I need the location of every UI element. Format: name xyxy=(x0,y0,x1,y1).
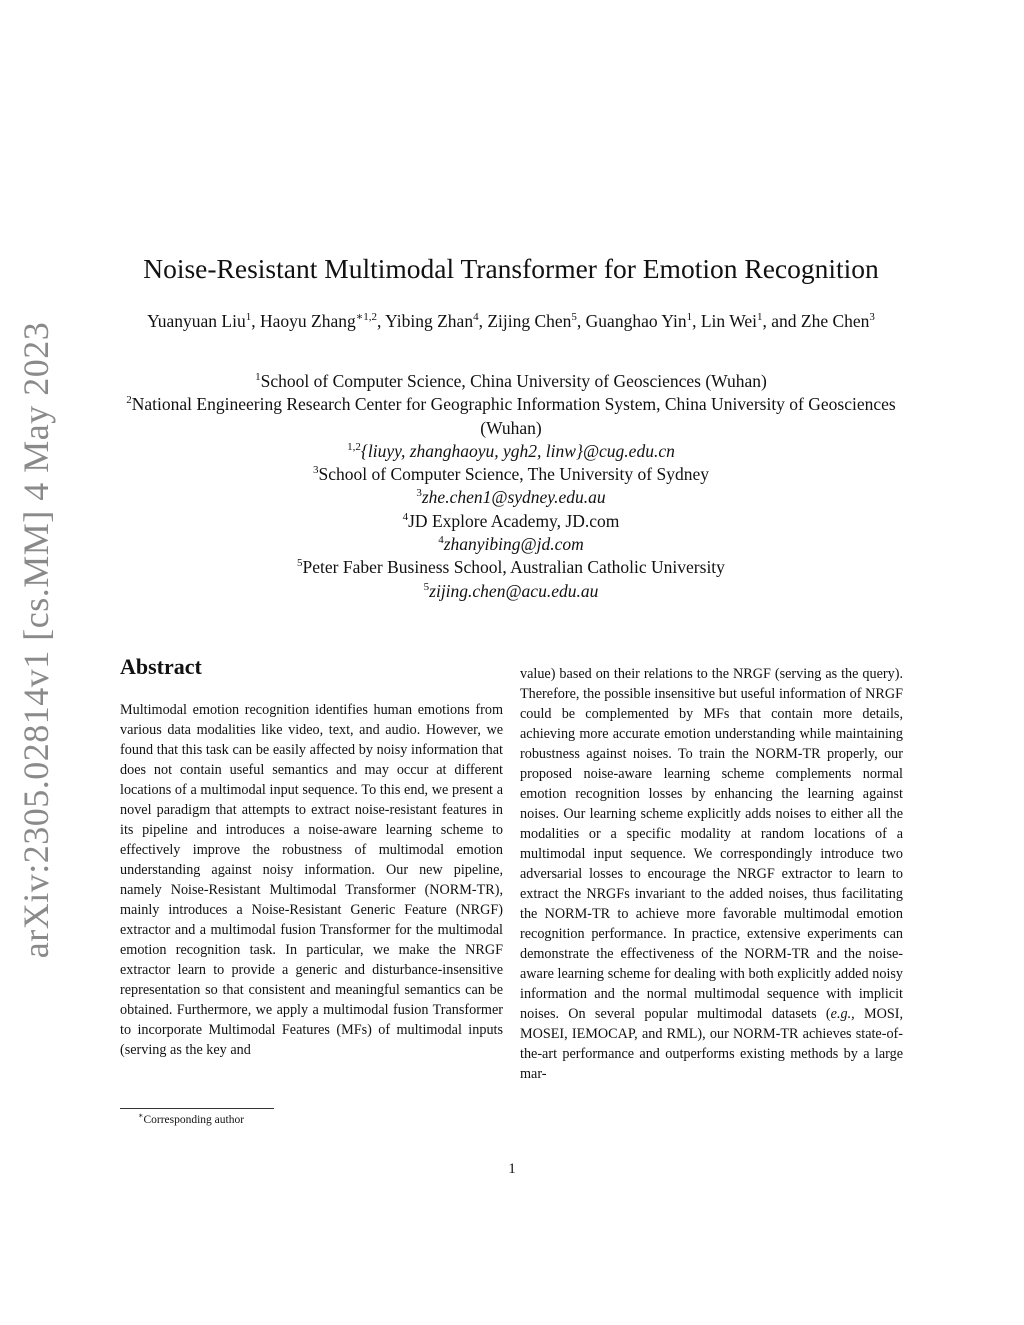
page-number: 1 xyxy=(508,1161,516,1177)
email-address: zhanyibing@jd.com xyxy=(443,534,584,555)
email-address: zhe.chen1@sydney.edu.au xyxy=(421,487,606,508)
affiliation-line xyxy=(110,393,912,440)
affiliation-line xyxy=(110,370,912,393)
author-affiliation-mark: 5 xyxy=(571,311,577,323)
email-domain: @cug.edu.cn xyxy=(582,440,675,461)
footnote-divider xyxy=(120,1108,274,1109)
affiliation-line xyxy=(110,510,912,533)
author-name: Lin Wei xyxy=(700,311,757,331)
author-affiliation-mark: 4 xyxy=(473,311,479,323)
affiliation-mark: 3 xyxy=(313,464,319,477)
arxiv-identifier-text: arXiv:2305.02814v1 [cs.MM] 4 May 2023 xyxy=(16,321,57,959)
email-line xyxy=(110,533,912,556)
left-column xyxy=(120,653,503,1060)
author-name: Zhe Chen xyxy=(800,311,870,331)
abstract-body-left: Multimodal emotion recognition identifies human emotions from various data modalities like video, text, and audio. However, we found that this task can be easily affected by noisy information that does not contain useful semantics and may occur at different locations of a multimodal input sequence. To this end, we present a novel paradigm that attempts to extract noise-resistant features in its pipeline and introduces a noise-aware learning scheme to effectively improve the robustness of multimodal emotion understanding against noisy information. Our new pipeline, namely Noise-Resistant Multimodal Transformer (NORM-TR), mainly introduces a Noise-Resistant Generic Feature (NRGF) extractor and a multimodal fusion Transformer for the multimodal emotion recognition task. In particular, we make the NRGF extractor learn to provide a generic and disturbance-insensitive representation so that consistent and meaningful semantics can be obtained. Furthermore, we apply a multimodal fusion Transformer to incorporate Multimodal Features (MFs) of multimodal inputs (serving as the key and xyxy=(120,702,503,1058)
author-name: Guanghao Yin xyxy=(585,311,687,331)
affiliation-line xyxy=(110,463,912,486)
affiliation-line xyxy=(110,556,912,579)
abstract-heading: Abstract xyxy=(120,654,202,679)
affiliation-mark: 2 xyxy=(126,394,132,407)
affiliation-text: School of Computer Science, China University of Geosciences (Wuhan) xyxy=(260,371,767,391)
right-column xyxy=(520,664,903,1084)
email-mark: 4 xyxy=(438,534,444,547)
author-list xyxy=(120,309,902,333)
abstract-body-right xyxy=(520,664,903,1084)
email-mark: 5 xyxy=(423,580,430,593)
email-mark: 3 xyxy=(416,487,422,500)
abstract-continuation-end: MOSI, MOSEI, IEMOCAP, and RML), our NORM-TR achieves state-of-the-art performance and outperforms existing methods by a large mar- xyxy=(520,1006,903,1082)
abstract-emphasis: e.g., xyxy=(830,1006,855,1022)
author-separator: , and xyxy=(762,311,797,331)
author-affiliation-mark: 1 xyxy=(245,311,252,323)
author-affiliation-mark: ∗1,2 xyxy=(355,311,377,323)
affiliation-text: Peter Faber Business School, Australian Catholic University xyxy=(302,557,725,578)
affiliation-mark: 5 xyxy=(297,557,303,570)
arxiv-sidebar-stamp xyxy=(8,321,64,959)
author-affiliation-mark: 1 xyxy=(756,311,763,323)
affiliation-text: JD Explore Academy, JD.com xyxy=(408,510,620,531)
author-name: Haoyu Zhang xyxy=(260,311,356,331)
affiliation-text: School of Computer Science, The University of Sydney xyxy=(318,464,709,485)
email-usernames: {liuyy, zhanghaoyu, ygh2, linw} xyxy=(360,440,583,461)
author-separator: , xyxy=(692,311,701,331)
author-name: Yuanyuan Liu xyxy=(147,311,246,331)
email-mark: 1,2 xyxy=(347,440,361,453)
affiliation-mark: 1 xyxy=(255,371,261,383)
author-separator: , xyxy=(576,311,586,331)
email-line xyxy=(110,440,912,463)
author-separator: , xyxy=(251,311,260,331)
author-affiliation-mark: 1 xyxy=(686,311,693,323)
email-address: zijing.chen@acu.edu.au xyxy=(429,580,599,601)
author-separator: , xyxy=(478,311,488,331)
affiliation-block xyxy=(110,370,912,603)
footnote xyxy=(138,1112,244,1128)
author-separator: , xyxy=(376,311,386,331)
abstract-continuation: value) based on their relations to the NRGF (serving as the query). Therefore, the possible insensitive but useful information of NRGF could be complemented by MFs that contain more details, achieving more accurate emotion understanding while maintaining robustness against noises. To train the NORM-TR properly, our proposed noise-aware learning scheme complements normal emotion recognition losses by enhancing the learning against noises. Our learning scheme explicitly adds noises to either all the modalities or a specific modality at random locations of a multimodal input sequence. We correspondingly introduce two adversarial losses to encourage the NRGF extractor to learn to extract the NRGFs invariant to the added noises, thus facilitating the NORM-TR to achieve more favorable multimodal emotion recognition performance. In practice, extensive experiments can demonstrate the effectiveness of the NORM-TR and the noise-aware learning scheme for dealing with both explicitly added noisy information and the normal multimodal sequence with implicit noises. On several popular multimodal datasets ( xyxy=(520,666,903,1022)
affiliation-text: National Engineering Research Center for Geographic Information System, China University of Geosciences (Wuhan) xyxy=(131,394,896,438)
affiliation-mark: 4 xyxy=(402,510,409,523)
paper-title: Noise-Resistant Multimodal Transformer for Emotion Recognition xyxy=(143,253,879,284)
footnote-text: Corresponding author xyxy=(143,1114,245,1126)
footnote-mark: ∗ xyxy=(138,1111,144,1120)
author-name: Zijing Chen xyxy=(487,311,572,331)
author-affiliation-mark: 3 xyxy=(869,311,875,323)
email-line xyxy=(110,580,912,603)
email-line xyxy=(110,486,912,509)
author-name: Yibing Zhan xyxy=(385,311,474,331)
